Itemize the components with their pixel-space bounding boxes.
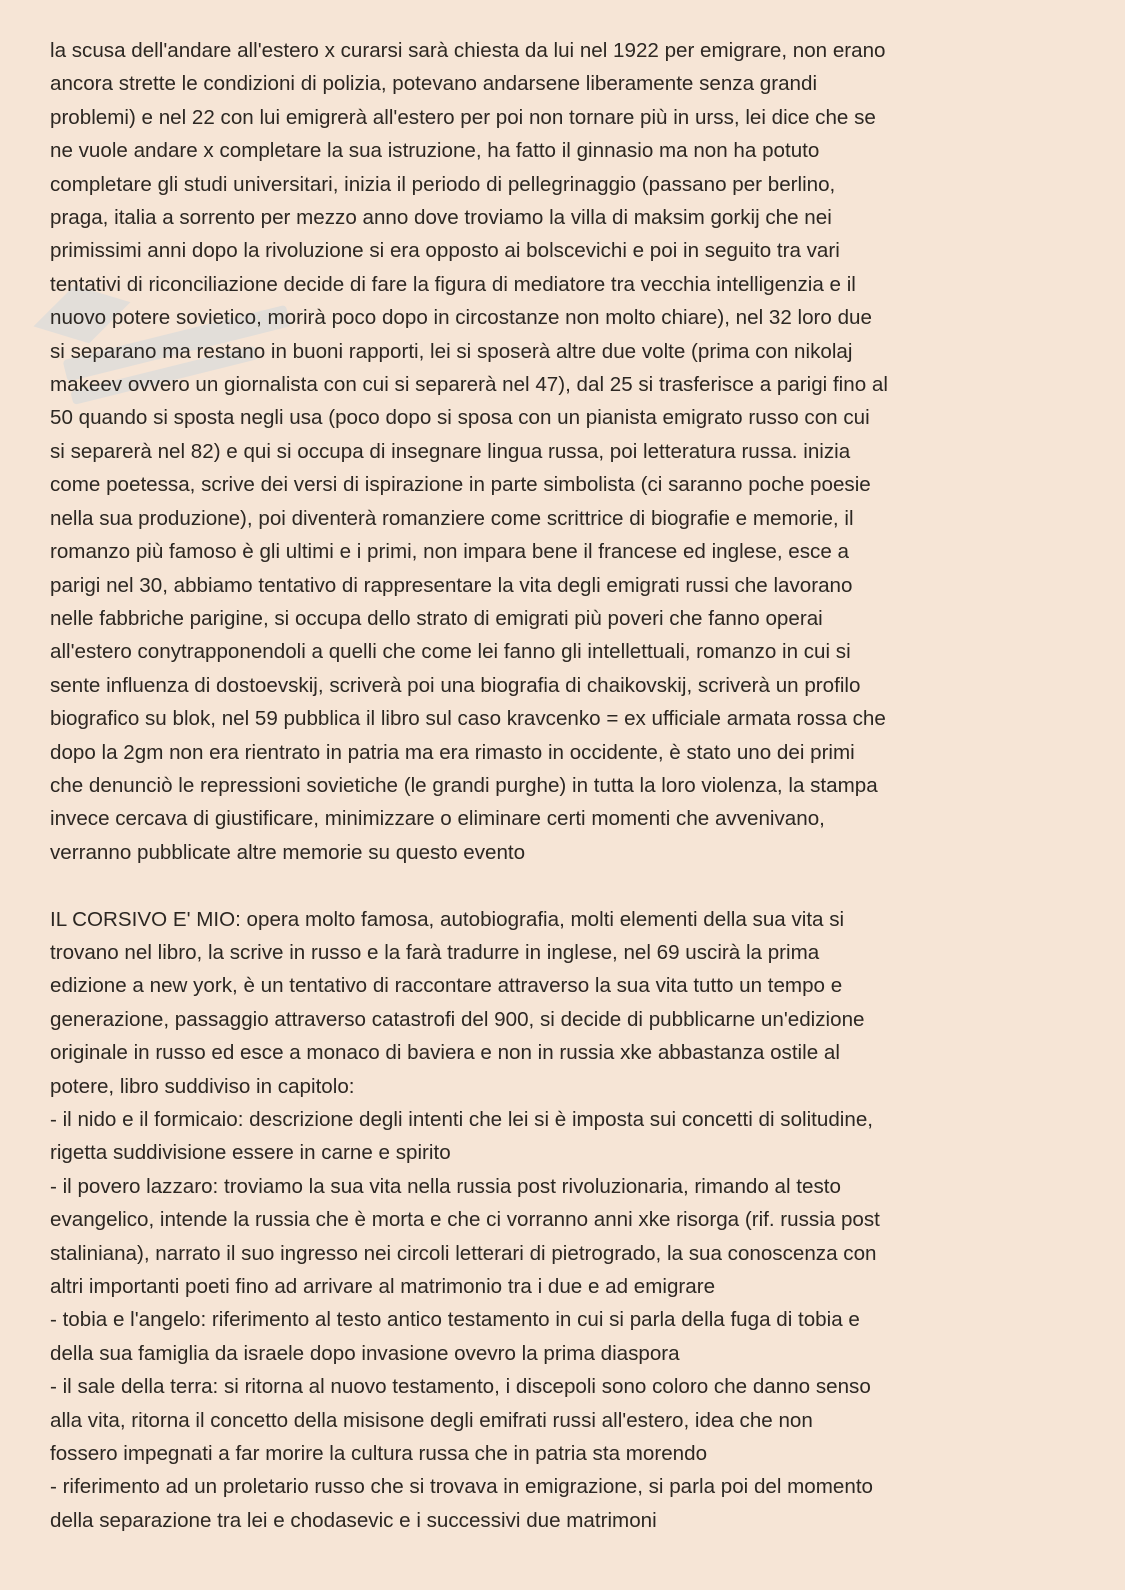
text-line: - tobia e l'angelo: riferimento al testo antico testamento in cui si parla della fuga di tobia e (50, 1308, 860, 1332)
text-line: praga, italia a sorrento per mezzo anno dove troviamo la villa di maksim gorkij che nei (50, 206, 832, 230)
text-line: romanzo più famoso è gli ultimi e i primi, non impara bene il francese ed inglese, esce a (50, 540, 849, 564)
text-line: ne vuole andare x completare la sua istruzione, ha fatto il ginnasio ma non ha potuto (50, 139, 820, 163)
text-line: - il povero lazzaro: troviamo la sua vita nella russia post rivoluzionaria, rimando al testo (50, 1174, 841, 1198)
text-line: trovano nel libro, la scrive in russo e la farà tradurre in inglese, nel 69 uscirà la prima (50, 940, 820, 964)
text-line: si separerà nel 82) e qui si occupa di insegnare lingua russa, poi letteratura russa. inizia (50, 439, 851, 463)
text-line: 50 quando si sposta negli usa (poco dopo si sposa con un pianista emigrato russo con cui (50, 406, 870, 430)
text-line: come poetessa, scrive dei versi di ispirazione in parte simbolista (ci saranno poche poesie (50, 473, 871, 497)
text-line: completare gli studi universitari, inizia il periodo di pellegrinaggio (passano per berlino, (50, 172, 836, 196)
text-line: fossero impegnati a far morire la cultura russa che in patria sta morendo (50, 1442, 708, 1466)
paragraph-2 (50, 903, 1095, 1538)
document-page (50, 34, 1095, 1537)
text-line: biografico su blok, nel 59 pubblica il libro sul caso kravcenko = ex ufficiale armata rossa che (50, 707, 886, 731)
text-line: - il nido e il formicaio: descrizione degli intenti che lei si è imposta sui concetti di solitudine, (50, 1107, 874, 1131)
text-line: rigetta suddivisione essere in carne e spirito (50, 1141, 451, 1165)
text-line: altri importanti poeti fino ad arrivare al matrimonio tra i due e ad emigrare (50, 1275, 716, 1299)
text-line: primissimi anni dopo la rivoluzione si era opposto ai bolscevichi e poi in seguito tra vari (50, 239, 840, 263)
text-line: sente influenza di dostoevskij, scriverà poi una biografia di chaikovskij, scriverà un profilo (50, 673, 861, 697)
text-line: invece cercava di giustificare, minimizzare o eliminare certi momenti che avvenivano, (50, 807, 825, 831)
text-line: verranno pubblicate altre memorie su questo evento (50, 840, 526, 864)
paragraph-gap (50, 869, 1095, 902)
text-line: all'estero conytrapponendoli a quelli che come lei fanno gli intellettuali, romanzo in cui si (50, 640, 851, 664)
text-line: originale in russo ed esce a monaco di baviera e non in russia xke abbastanza ostile al (50, 1041, 840, 1065)
text-line: tentativi di riconciliazione decide di fare la figura di mediatore tra vecchia intelligenzia e il (50, 272, 856, 296)
text-line: staliniana), narrato il suo ingresso nei circoli letterari di pietrogrado, la sua conoscenza con (50, 1241, 877, 1265)
text-line: si separano ma restano in buoni rapporti, lei si sposerà altre due volte (prima con nikolaj (50, 339, 853, 363)
text-line: nuovo potere sovietico, morirà poco dopo in circostanze non molto chiare), nel 32 loro due (50, 306, 872, 330)
text-line: ancora strette le condizioni di polizia, potevano andarsene liberamente senza grandi (50, 72, 818, 96)
text-line: generazione, passaggio attraverso catastrofi del 900, si decide di pubblicarne un'edizione (50, 1007, 865, 1031)
text-line: alla vita, ritorna il concetto della misisone degli emifrati russi all'estero, idea che non (50, 1408, 813, 1432)
text-line: della separazione tra lei e chodasevic e i successivi due matrimoni (50, 1508, 657, 1532)
text-line: parigi nel 30, abbiamo tentativo di rappresentare la vita degli emigrati russi che lavorano (50, 573, 853, 597)
text-line: evangelico, intende la russia che è morta e che ci vorranno anni xke risorga (rif. russia post (50, 1208, 880, 1232)
text-line: IL CORSIVO E' MIO: opera molto famosa, autobiografia, molti elementi della sua vita si (50, 907, 845, 931)
text-line: - riferimento ad un proletario russo che si trovava in emigrazione, si parla poi del momento (50, 1475, 873, 1499)
text-line: la scusa dell'andare all'estero x curarsi sarà chiesta da lui nel 1922 per emigrare, non erano (50, 39, 886, 62)
text-line: nelle fabbriche parigine, si occupa dello strato di emigrati più poveri che fanno operai (50, 606, 823, 630)
text-line: - il sale della terra: si ritorna al nuovo testamento, i discepoli sono coloro che danno senso (50, 1375, 871, 1399)
text-line: che denunciò le repressioni sovietiche (le grandi purghe) in tutta la loro violenza, la stampa (50, 773, 878, 797)
text-line: problemi) e nel 22 con lui emigrerà all'estero per poi non tornare più in urss, lei dice che se (50, 105, 876, 129)
text-line: nella sua produzione), poi diventerà romanziere come scrittrice di biografie e memorie, il (50, 506, 854, 530)
text-line: dopo la 2gm non era rientrato in patria ma era rimasto in occidente, è stato uno dei primi (50, 740, 855, 764)
text-line: potere, libro suddiviso in capitolo: (50, 1074, 355, 1098)
text-line: makeev ovvero un giornalista con cui si separerà nel 47), dal 25 si trasferisce a parigi fino al (50, 373, 888, 397)
text-line: edizione a new york, è un tentativo di raccontare attraverso la sua vita tutto un tempo e (50, 974, 843, 998)
paragraph-1 (50, 34, 1095, 869)
text-line: della sua famiglia da israele dopo invasione ovevro la prima diaspora (50, 1341, 680, 1365)
